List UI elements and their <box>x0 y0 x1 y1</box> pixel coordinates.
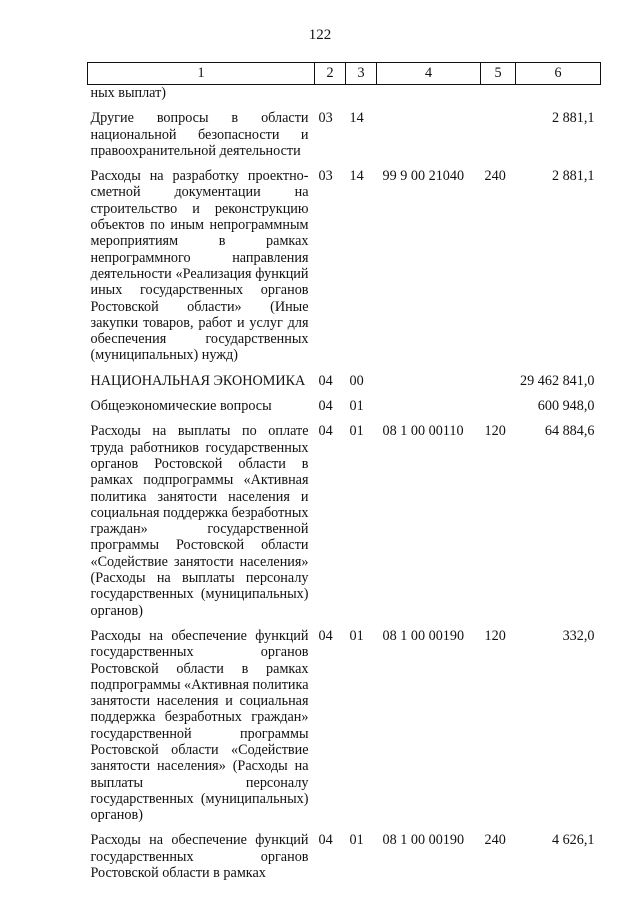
row-amount: 332,0 <box>562 627 595 644</box>
row-section-code: 04 <box>318 423 333 440</box>
row-expense-type <box>481 389 516 414</box>
table-row <box>88 159 601 364</box>
row-target-article <box>377 85 481 102</box>
row-expense-type: 120 <box>484 627 506 644</box>
row-description: Другие вопросы в области национальной безопасности и правоохранительной деятельности <box>90 110 309 159</box>
table-row <box>88 619 601 824</box>
header-col-1: 1 <box>88 63 315 85</box>
row-target-article: 08 1 00 00190 <box>382 627 465 644</box>
budget-table <box>87 62 601 881</box>
row-description: Расходы на обеспечение функций государственных органов Ростовской области в рамках <box>90 832 309 882</box>
header-col-5: 5 <box>481 63 516 85</box>
row-target-article: 99 9 00 21040 <box>382 168 465 185</box>
row-description: НАЦИОНАЛЬНАЯ ЭКОНОМИКА <box>90 372 306 389</box>
row-subsection-code: 01 <box>349 423 364 440</box>
row-subsection-code <box>346 85 377 102</box>
row-target-article: 08 1 00 00190 <box>382 832 465 849</box>
row-subsection-code: 01 <box>349 832 364 849</box>
table-row <box>88 85 601 102</box>
table-row <box>88 823 601 881</box>
row-subsection-code: 14 <box>349 110 364 127</box>
row-target-article <box>377 389 481 414</box>
table-row <box>88 414 601 619</box>
page-number: 122 <box>308 27 332 43</box>
row-expense-type <box>481 85 516 102</box>
row-section-code <box>315 85 346 102</box>
row-subsection-code: 00 <box>349 372 364 389</box>
row-description: Расходы на обеспечение функций государственных органов Ростовской области в рамках подпрограммы «Активная политика занятости населения и социальная поддержка безработных граждан» государственной программы Ростовской области «Содействие занятости населения» (Расходы на выплаты персоналу государственных (муниципальных) органов) <box>90 627 309 824</box>
row-amount: 2 881,1 <box>551 110 595 127</box>
row-section-code: 04 <box>318 372 333 389</box>
row-target-article: 08 1 00 00110 <box>382 423 464 440</box>
table-header <box>88 63 601 85</box>
header-col-3: 3 <box>346 63 377 85</box>
table-row <box>88 101 601 159</box>
row-expense-type: 240 <box>484 168 506 185</box>
row-description: Расходы на выплаты по оплате труда работников государственных органов Ростовской области в рамках подпрограммы «Активная политика занятости населения и социальная поддержка безработных граждан» государственной программы Ростовской области «Содействие занятости населения» (Расходы на выплаты персоналу государственных (муниципальных) органов) <box>90 423 309 619</box>
header-col-6: 6 <box>516 63 601 85</box>
row-expense-type: 240 <box>484 832 506 849</box>
row-section-code: 03 <box>318 168 333 185</box>
table-row <box>88 389 601 414</box>
row-amount: 2 881,1 <box>551 168 595 185</box>
row-section-code: 04 <box>318 832 333 849</box>
row-subsection-code: 01 <box>349 398 364 415</box>
row-subsection-code: 01 <box>349 627 364 644</box>
row-description: ных выплат) <box>90 85 167 101</box>
row-expense-type <box>481 364 516 389</box>
header-col-4: 4 <box>377 63 481 85</box>
row-description: Расходы на разработку проектно-сметной документации на строительство и реконструкцию объектов по иным непрограммным мероприятиям в рамках непрограммного направления деятельности «Реализация функций иных государственных органов Ростовской области» (Иные закупки товаров, работ и услуг для обеспечения государственных (муниципальных) нужд) <box>90 168 309 364</box>
table-body <box>88 85 601 882</box>
row-expense-type <box>481 101 516 159</box>
table-row <box>88 364 601 389</box>
row-subsection-code: 14 <box>349 168 364 185</box>
row-amount: 29 462 841,0 <box>520 372 595 389</box>
row-description: Общеэкономические вопросы <box>90 398 272 415</box>
row-expense-type: 120 <box>484 423 506 440</box>
row-section-code: 03 <box>318 110 333 127</box>
row-amount: 64 884,6 <box>544 423 595 440</box>
row-target-article <box>377 101 481 159</box>
row-amount: 600 948,0 <box>537 398 595 415</box>
header-col-2: 2 <box>315 63 346 85</box>
row-section-code: 04 <box>318 627 333 644</box>
row-section-code: 04 <box>318 398 333 415</box>
header-row <box>88 63 601 85</box>
row-target-article <box>377 364 481 389</box>
row-amount: 4 626,1 <box>551 832 595 849</box>
row-amount <box>516 85 601 102</box>
